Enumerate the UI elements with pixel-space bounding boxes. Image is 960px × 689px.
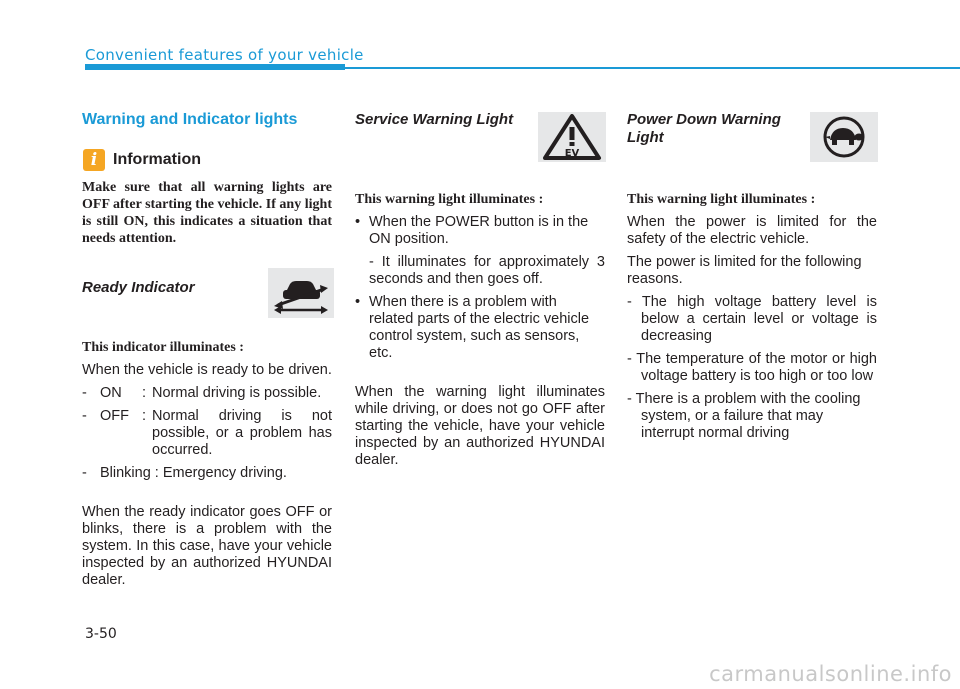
section-header: Convenient features of your vehicle <box>85 46 364 64</box>
power-down-icon-box <box>810 112 878 162</box>
service-bullet-2: • When there is a problem with related parts of the electric vehicle control system, such as sensors, etc. <box>355 294 590 361</box>
header-bar-thick <box>85 64 345 70</box>
information-icon: i <box>83 149 105 171</box>
ready-state-off: - OFF : Normal driving is not possible, or a problem has occurred. <box>82 408 332 458</box>
service-bullet-1: • When the POWER button is in the ON position. <box>355 214 589 247</box>
service-outro-text: When the warning light illuminates while driving, or does not go OFF after starting the vehicle, have your vehicle inspected by an authorized HYUNDAI dealer. <box>355 384 605 468</box>
ready-illuminates-label: This indicator illuminates : <box>82 340 244 355</box>
ready-state-on: - ON : Normal driving is possible. <box>82 385 322 401</box>
service-warning-icon-box <box>538 112 606 162</box>
ready-state-blinking: - Blinking : Emergency driving. <box>82 465 287 481</box>
information-heading <box>82 149 332 171</box>
power-down-title: Power Down Warning Light <box>627 111 781 146</box>
service-bullet-1-sub: - It illuminates for approximately 3 seconds and then goes off. <box>369 254 605 287</box>
power-down-item-3: - There is a problem with the cooling system, or a failure that may interrupt normal driving <box>627 391 861 441</box>
power-down-turtle-icon <box>816 115 872 159</box>
svg-text:EV: EV <box>564 148 580 159</box>
service-illuminates-label: This warning light illuminates : <box>355 192 544 207</box>
information-label: Information <box>113 151 201 168</box>
page-number: 3-50 <box>85 626 117 642</box>
ready-indicator-title: Ready Indicator <box>82 279 195 296</box>
power-down-p1: When the power is limited for the safety of the electric vehicle. <box>627 214 877 247</box>
ready-indicator-icon-box <box>268 268 334 318</box>
power-down-p2: The power is limited for the following reasons. <box>627 254 862 287</box>
information-text: Make sure that all warning lights are OFF after starting the vehicle. If any light is still ON, this indicates a situation that needs attention. <box>82 180 332 246</box>
power-down-item-2: - The temperature of the motor or high voltage battery is too high or too low <box>627 351 877 384</box>
service-warning-title: Service Warning Light <box>355 111 514 128</box>
column-left <box>82 105 332 589</box>
ready-car-arrows-icon <box>272 272 330 314</box>
watermark: carmanualsonline.info <box>709 662 952 686</box>
power-down-item-1: - The high voltage battery level is below a certain level or voltage is decreasing <box>627 294 877 344</box>
header-bar-thin <box>345 67 960 69</box>
section-title: Warning and Indicator lights <box>82 111 298 128</box>
ready-intro-text: When the vehicle is ready to be driven. <box>82 362 332 378</box>
service-warning-ev-icon <box>542 114 602 160</box>
ready-outro-text: When the ready indicator goes OFF or blinks, there is a problem with the system. In this case, have your vehicle inspected by an authorized HYUNDAI dealer. <box>82 504 332 588</box>
power-down-illuminates-label: This warning light illuminates : <box>627 192 816 207</box>
